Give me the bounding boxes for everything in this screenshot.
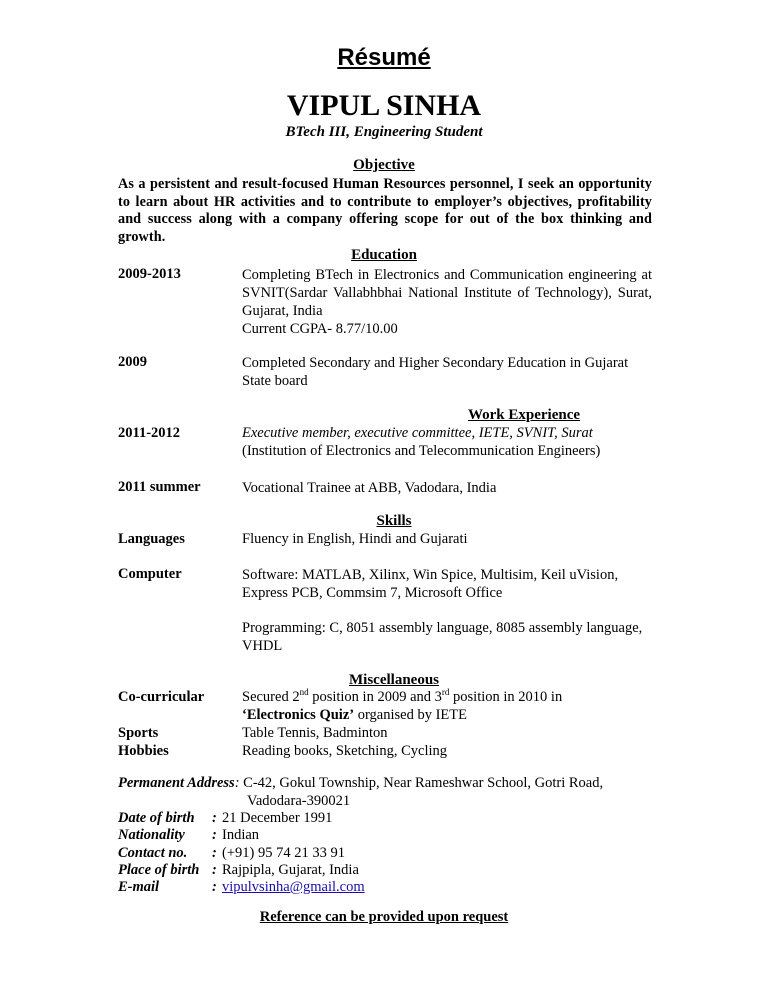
education-period-2: 2009 bbox=[118, 354, 147, 370]
skills-software: Software: MATLAB, Xilinx, Win Spice, Multisim, Keil uVision, Express PCB, Commsim 7, Microsoft Office bbox=[242, 567, 619, 601]
skills-programming: Programming: C, 8051 assembly language, 8085 assembly language, VHDL bbox=[242, 620, 643, 654]
skills-computer-label: Computer bbox=[118, 566, 182, 582]
misc-cocurricular-label: Co-curricular bbox=[118, 689, 205, 705]
info-row-email bbox=[118, 879, 652, 897]
work-entry-1-detail: (Institution of Electronics and Telecommunication Engineers) bbox=[242, 443, 601, 459]
reference-note: Reference can be provided upon request bbox=[259, 909, 509, 925]
resume-title: Résumé bbox=[337, 44, 431, 71]
candidate-name: VIPUL SINHA bbox=[286, 89, 482, 122]
misc-sports-value: Table Tennis, Badminton bbox=[242, 725, 388, 741]
contact-colon: : bbox=[212, 845, 217, 861]
work-heading: Work Experience bbox=[467, 407, 581, 423]
objective-text: As a persistent and result-focused Human Resources personnel, I seek an opportunity to learn about HR activities and to contribute to employer’s objectives, profitability and success along with a company offering scope for out of the box thinking and growth. bbox=[118, 176, 652, 245]
birthplace-colon: : bbox=[212, 862, 217, 878]
cocurricular-text-4: organised by IETE bbox=[354, 707, 467, 723]
misc-sports-label: Sports bbox=[118, 725, 159, 741]
work-entry-1-role: Executive member, executive committee, IETE, SVNIT, Surat bbox=[242, 425, 593, 441]
work-period-2: 2011 summer bbox=[118, 479, 201, 495]
skills-languages-value: Fluency in English, Hindi and Gujarati bbox=[242, 531, 468, 547]
permanent-address bbox=[118, 774, 652, 792]
skills-heading: Skills bbox=[376, 513, 412, 529]
work-entry-1 bbox=[242, 424, 652, 460]
info-row-contact bbox=[118, 845, 652, 863]
nationality-label: Nationality bbox=[118, 827, 185, 843]
cocurricular-sup-1: nd bbox=[299, 687, 309, 698]
education-entry-2 bbox=[242, 354, 652, 390]
info-row-dob bbox=[118, 810, 652, 828]
education-entry-2-line-1: Completed Secondary and Higher Secondary Education in Gujarat State board bbox=[242, 355, 629, 389]
education-entry-1-line-1: Completing BTech in Electronics and Communication engineering at SVNIT(Sardar Vallabhbhai National Institute of Technology), Surat, Gujarat, India bbox=[242, 267, 652, 319]
dob-colon: : bbox=[212, 810, 217, 826]
misc-hobbies-value: Reading books, Sketching, Cycling bbox=[242, 743, 447, 759]
education-heading: Education bbox=[351, 247, 417, 263]
address-line-2: Vadodara-390021 bbox=[247, 793, 351, 809]
nationality-value: Indian bbox=[222, 827, 260, 843]
work-entry-2-role: Vocational Trainee at ABB, Vadodara, India bbox=[242, 480, 497, 496]
email-link[interactable]: vipulvsinha@gmail.com bbox=[222, 879, 365, 895]
education-period-1: 2009-2013 bbox=[118, 266, 181, 282]
cocurricular-quiz: ‘Electronics Quiz’ bbox=[242, 707, 355, 723]
email-label: E-mail bbox=[118, 879, 160, 895]
info-row-nationality bbox=[118, 827, 652, 845]
nationality-colon: : bbox=[212, 827, 217, 843]
cocurricular-text-1: Secured 2 bbox=[242, 689, 300, 705]
info-row-birthplace bbox=[118, 862, 652, 880]
dob-label: Date of birth bbox=[118, 810, 195, 826]
education-entry-1 bbox=[242, 266, 652, 338]
objective-heading: Objective bbox=[353, 157, 415, 173]
cocurricular-sup-2: rd bbox=[441, 687, 450, 698]
contact-value: (+91) 95 74 21 33 91 bbox=[222, 845, 345, 861]
birthplace-value: Rajpipla, Gujarat, India bbox=[222, 862, 359, 878]
misc-cocurricular-value bbox=[242, 688, 652, 724]
cocurricular-text-2: position in 2009 and 3 bbox=[308, 689, 442, 705]
birthplace-label: Place of birth bbox=[118, 862, 200, 878]
cocurricular-text-3: position in 2010 in bbox=[449, 689, 563, 705]
email-colon: : bbox=[212, 879, 217, 895]
skills-languages-label: Languages bbox=[118, 531, 185, 547]
contact-label: Contact no. bbox=[118, 845, 188, 861]
misc-heading: Miscellaneous bbox=[349, 672, 439, 688]
address-label: Permanent Address bbox=[118, 775, 235, 791]
address-colon: : bbox=[234, 775, 240, 791]
dob-value: 21 December 1991 bbox=[222, 810, 333, 826]
candidate-subtitle: BTech III, Engineering Student bbox=[285, 124, 483, 140]
misc-hobbies-label: Hobbies bbox=[118, 743, 169, 759]
address-line-1: C-42, Gokul Township, Near Rameshwar School, Gotri Road, bbox=[239, 775, 604, 791]
education-entry-1-line-2: Current CGPA- 8.77/10.00 bbox=[242, 321, 398, 337]
work-period-1: 2011-2012 bbox=[118, 425, 181, 441]
